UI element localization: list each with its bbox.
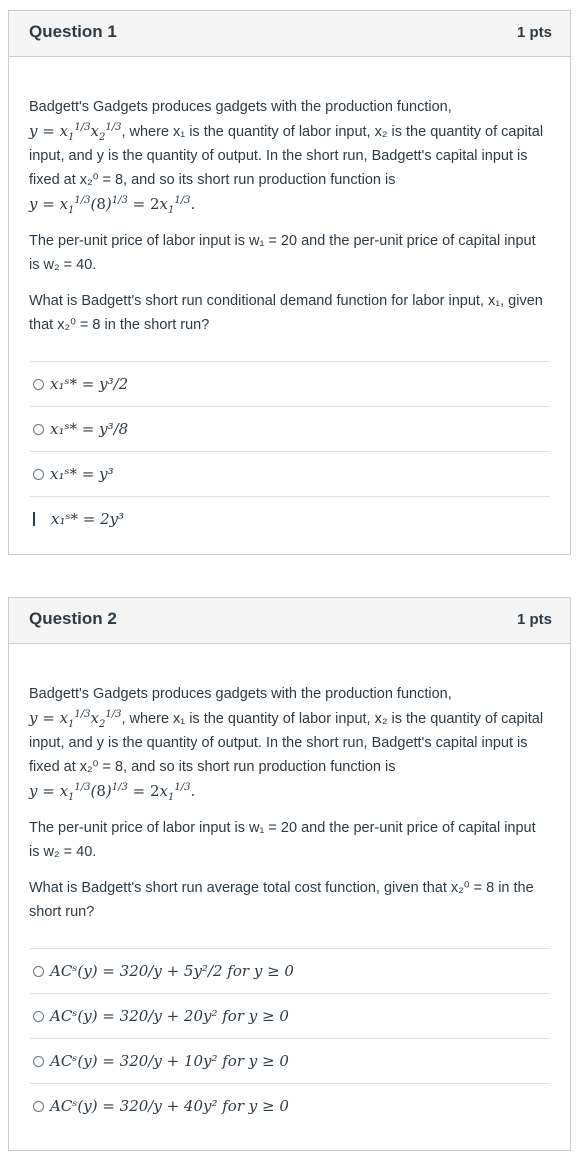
answer-option[interactable] [29, 994, 550, 1039]
short-run-production-function: $y = x_1^{1/3}(8)^{1/3} = 2x_1^{1/3}$. [29, 195, 196, 216]
answer-label: ACˢ(y) = 320/y + 10y² for y ≥ 0 [50, 1052, 289, 1070]
answer-label: x₁ˢ* = y³ [50, 465, 114, 483]
question-paragraph-1: Badgett's Gadgets produces gadgets with the production function, $y = x_1^{1/3}x_2^{1/3}$, where x₁ is the quantity of labor input, x₂ is the quantity of capital input, and y is the quantity of output. In the short run, Badgett's capital input is fixed at x₂⁰ = 8, and so its short run production function is $y = x_1^{1/3}(8)^{1/3} = 2x_1^{1/3}$. [29, 686, 544, 803]
radio-button[interactable] [33, 1011, 44, 1022]
question-paragraph-1: Badgett's Gadgets produces gadgets with the production function, $y = x_1^{1/3}x_2^{1/3}$, where x₁ is the quantity of labor input, x₂ is the quantity of capital input, and y is the quantity of output. In the short run, Badgett's capital input is fixed at x₂⁰ = 8, and so its short run production function is $y = x_1^{1/3}(8)^{1/3} = 2x_1^{1/3}$. [29, 99, 544, 216]
question-2-card [8, 597, 571, 1151]
paragraph-text: where x₁ is the quantity of labor input, x₂ is the quantity of capital input, and y is the quantity of output. In the short run, Badgett's capital input is fixed at x₂⁰ = 8, and so its short run production function is [29, 124, 544, 188]
question-paragraph-3: What is Badgett's short run conditional demand function for labor input, x₁, given that x₂⁰ = 8 in the short run? [29, 293, 543, 333]
answer-option[interactable] [29, 407, 550, 452]
answer-list [29, 948, 550, 1128]
answer-option[interactable] [29, 452, 550, 497]
text-cursor-icon [33, 512, 45, 526]
answer-list [29, 361, 550, 541]
radio-button[interactable] [33, 1056, 44, 1067]
answer-label: x₁ˢ* = y³/8 [50, 420, 129, 438]
question-title: Question 2 [29, 609, 117, 628]
radio-button[interactable] [33, 424, 44, 435]
question-header [9, 11, 570, 57]
answer-option[interactable] [29, 362, 550, 407]
radio-button[interactable] [33, 379, 44, 390]
question-points: 1 pts [516, 611, 552, 628]
question-points: 1 pts [516, 24, 552, 41]
answer-label: ACˢ(y) = 320/y + 40y² for y ≥ 0 [50, 1097, 289, 1115]
answer-option[interactable] [29, 949, 550, 994]
radio-button[interactable] [33, 1101, 44, 1112]
answer-option[interactable] [29, 1084, 550, 1128]
short-run-production-function: $y = x_1^{1/3}(8)^{1/3} = 2x_1^{1/3}$. [29, 782, 196, 803]
question-1-card [8, 10, 571, 555]
answer-label: ACˢ(y) = 320/y + 5y²/2 for y ≥ 0 [50, 962, 294, 980]
question-body [9, 57, 570, 541]
question-title: Question 1 [29, 22, 117, 41]
paragraph-text: where x₁ is the quantity of labor input, x₂ is the quantity of capital input, and y is the quantity of output. In the short run, Badgett's capital input is fixed at x₂⁰ = 8, and so its short run production function is [29, 711, 544, 775]
question-header [9, 598, 570, 644]
paragraph-text: Badgett's Gadgets produces gadgets with the production function, [29, 686, 452, 702]
radio-button[interactable] [33, 966, 44, 977]
question-paragraph-2: The per-unit price of labor input is w₁ = 20 and the per-unit price of capital input is w₂ = 40. [29, 233, 536, 273]
answer-label: x₁ˢ* = y³/2 [50, 375, 129, 393]
production-function: $y = x_1^{1/3}x_2^{1/3}$ [29, 122, 122, 143]
question-paragraph-2: The per-unit price of labor input is w₁ = 20 and the per-unit price of capital input is w₂ = 40. [29, 820, 536, 860]
paragraph-text: Badgett's Gadgets produces gadgets with the production function, [29, 99, 452, 115]
production-function: $y = x_1^{1/3}x_2^{1/3}$ [29, 709, 122, 730]
question-body [9, 644, 570, 1128]
answer-label: x₁ˢ* = 2y³ [51, 510, 125, 528]
answer-label: ACˢ(y) = 320/y + 20y² for y ≥ 0 [50, 1007, 289, 1025]
answer-option[interactable] [29, 497, 550, 541]
radio-button[interactable] [33, 469, 44, 480]
answer-option[interactable] [29, 1039, 550, 1084]
question-paragraph-3: What is Badgett's short run average total cost function, given that x₂⁰ = 8 in the short run? [29, 880, 534, 920]
